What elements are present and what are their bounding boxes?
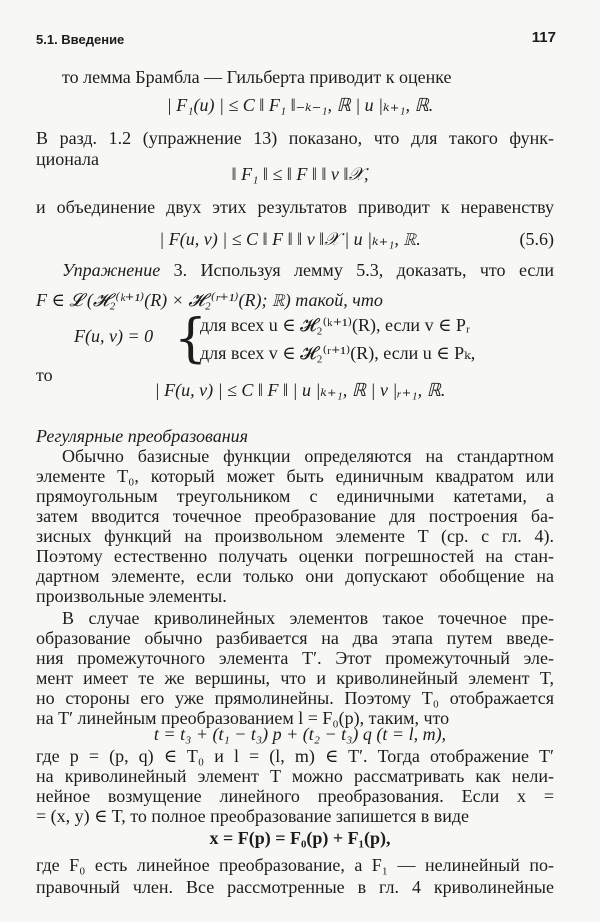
left-brace: { <box>174 309 208 369</box>
exercise-line <box>62 259 554 281</box>
paragraph-line: на криволинейный элемент T можно рассматривать как нели- <box>36 766 554 786</box>
paragraph-line: Поэтому естественно получать оценки погрешностей на стан- <box>36 546 554 566</box>
equation-linear-map: t = t₃ + (t₁ − t₃) p + (t₂ − t₃) q (t = l, m), <box>153 724 447 744</box>
running-header-section: 5.1. Введение <box>36 32 125 47</box>
paragraph-line: дартном элементе, если только они допускают обобщение на <box>36 566 554 586</box>
text-line: ционала <box>36 149 100 169</box>
equation-number: (5.6) <box>519 229 554 249</box>
paragraph-line: ния промежуточного элемента T′. Этот промежуточный эле- <box>36 648 554 668</box>
text-line: то лемма Брамбла — Гильберта приводит к оценке <box>62 67 452 87</box>
paragraph-line: мент имеет те же вершины, что и криволинейный элемент T, <box>36 668 554 688</box>
text-line: F ∈ 𝓛 (𝓗₂⁽ᵏ⁺¹⁾(R) × 𝓗₂⁽ʳ⁺¹⁾(R); ℝ) такой, что <box>36 290 383 310</box>
equation-estimate-2: | F(u, v) | ≤ C ‖ F ‖ | u |ₖ₊₁, ℝ | v |ᵣ₊₁, ℝ. <box>154 380 446 400</box>
exercise-label: Упражнение <box>62 260 161 280</box>
paragraph-line: на T′ линейным преобразованием l = F₀(p), таким, что <box>36 708 450 728</box>
paragraph-line: = (x, y) ∈ T, то полное преобразование запишется в виде <box>36 806 470 826</box>
paragraph-line: Обычно базисные функции определяются на стандартном <box>62 446 554 466</box>
paragraph-line: но стороны его уже прямолинейны. Поэтому T₀ отображается <box>36 688 554 708</box>
equation-5-6: | F(u, v) | ≤ C ‖ F ‖ ‖ v ‖𝒳 | u |ₖ₊₁, ℝ. <box>159 229 421 249</box>
page-number: 117 <box>531 29 556 46</box>
paragraph-line: В случае криволинейных элементов такое точечное пре- <box>62 608 554 628</box>
paragraph-line: правочный член. Все рассмотренные в гл. 4 криволинейные <box>36 877 554 897</box>
case-line-2: для всех v ∈ 𝓗₂⁽ʳ⁺¹⁾(R), если u ∈ Pₖ, <box>200 343 476 363</box>
text-line: В разд. 1.2 (упражнение 13) показано, что для такого функ- <box>36 128 554 148</box>
exercise-text: 3. Используя лемму 5.3, доказать, что если <box>160 260 554 280</box>
case-line-1: для всех u ∈ 𝓗₂⁽ᵏ⁺¹⁾(R), если v ∈ Pᵣ <box>200 315 471 335</box>
equation-full-map: x = F(p) = F₀(p) + F₁(p), <box>209 828 391 848</box>
paragraph-line: прямоугольным треугольником с единичными катетами, а <box>36 486 554 506</box>
text-line: и объединение двух этих результатов приводит к неравенству <box>36 197 554 217</box>
equation-estimate-1: | F₁(u) | ≤ C ‖ F₁ ‖₋ₖ₋₁, ℝ | u |ₖ₊₁, ℝ. <box>166 95 434 115</box>
paragraph-line: где p = (p, q) ∈ T₀ и l = (l, m) ∈ T′. Тогда отображение T′ <box>36 746 554 766</box>
equation-norm-bound: ‖ F₁ ‖ ≤ ‖ F ‖ ‖ v ‖𝒳, <box>231 164 369 184</box>
paragraph-line: нейное возмущение линейного преобразования. Если x = <box>36 786 554 806</box>
paragraph-line: где F₀ есть линейное преобразование, а F₁ — нелинейный по- <box>36 855 554 875</box>
paragraph-line: образование обычно разбивается на два этапа путем введе- <box>36 628 554 648</box>
case-lhs: F(u, v) = 0 <box>74 326 154 346</box>
paragraph-line: произвольные элементы. <box>36 586 227 606</box>
paragraph-line: зисных функций на произвольном элементе T (ср. с гл. 4). <box>36 526 554 546</box>
text-line: то <box>36 365 53 385</box>
paragraph-line: затем вводится точечное преобразование для построения ба- <box>36 506 554 526</box>
paragraph-line: элементе T₀, который может быть единичным квадратом или <box>36 466 554 486</box>
subsection-heading: Регулярные преобразования <box>36 426 249 446</box>
